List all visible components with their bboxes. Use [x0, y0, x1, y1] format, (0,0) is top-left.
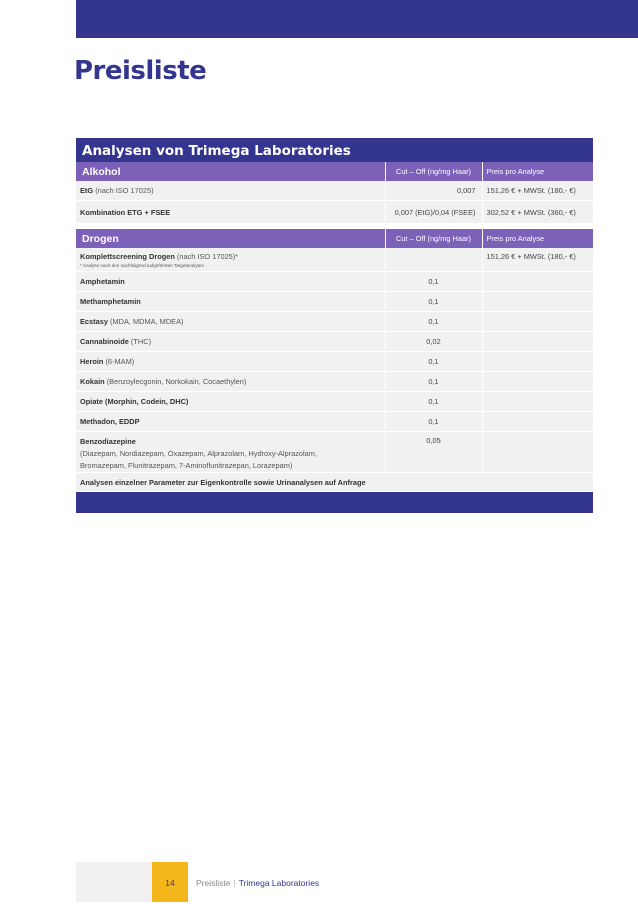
table-row: [76, 272, 593, 292]
footer-separator: |: [233, 878, 236, 888]
price-value-empty: [482, 292, 593, 312]
row-label: Benzodiazepine (Diazepam, Nordiazepam, Oxazepam, Alprazolam, Hydroxy-Alprazolam, Bromazepam, Flunitrazepam, 7-Aminoflunitrazepan, Lorazepam): [76, 432, 385, 473]
price-table: [76, 138, 593, 513]
table-row: [76, 332, 593, 352]
footer-section-label: Preisliste: [196, 878, 231, 888]
table-row: [76, 181, 593, 201]
cutoff-value-empty: [385, 248, 482, 272]
row-label: Methadon, EDDP: [76, 412, 385, 432]
cutoff-value: 0,05: [385, 432, 482, 473]
cutoff-value: 0,1: [385, 352, 482, 372]
screening-row: [76, 248, 593, 272]
benzo-row: [76, 432, 593, 473]
cutoff-value: 0,1: [385, 412, 482, 432]
cutoff-value: 0,007: [385, 181, 482, 201]
price-value: 302,52 € + MWSt. (360,- €): [482, 201, 593, 224]
row-label: Kokain (Benzoylecgonin, Norkokain, Cocaethylen): [76, 372, 385, 392]
table-row: [76, 412, 593, 432]
alkohol-cutoff-header: Cut – Off (ng/mg Haar): [385, 162, 482, 181]
drogen-cutoff-header: Cut – Off (ng/mg Haar): [385, 229, 482, 248]
cutoff-value: 0,1: [385, 272, 482, 292]
price-value-empty: [482, 392, 593, 412]
section-title: Analysen von Trimega Laboratories: [76, 138, 593, 162]
row-label: Amphetamin: [76, 272, 385, 292]
row-label: Methamphetamin: [76, 292, 385, 312]
anfrage-note-row: [76, 473, 593, 492]
footer-label: [196, 862, 319, 902]
table-row: [76, 292, 593, 312]
price-value: 151,26 € + MWSt. (180,- €): [482, 248, 593, 272]
price-value-empty: [482, 312, 593, 332]
row-label: Cannabinoide (THC): [76, 332, 385, 352]
price-value-empty: [482, 432, 593, 473]
alkohol-table: [76, 162, 593, 224]
drogen-header-row: [76, 229, 593, 248]
row-label: Opiate (Morphin, Codein, DHC): [76, 392, 385, 412]
price-value-empty: [482, 272, 593, 292]
cutoff-value: 0,1: [385, 372, 482, 392]
cutoff-value: 0,1: [385, 292, 482, 312]
alkohol-header-row: [76, 162, 593, 181]
cutoff-value: 0,007 (EtG)/0,04 (FSEE): [385, 201, 482, 224]
table-row: [76, 352, 593, 372]
table-row: [76, 312, 593, 332]
page-number: 14: [152, 862, 188, 902]
table-bottom-bar: [76, 492, 593, 513]
page-title: Preisliste: [74, 56, 207, 86]
row-label: Komplettscreening Drogen (nach ISO 17025)* * Analyse nach den nachfolgend aufgeführten Targetanalyten: [76, 248, 385, 272]
top-header-bar: [76, 0, 638, 38]
price-value-empty: [482, 372, 593, 392]
alkohol-price-header: Preis pro Analyse: [482, 162, 593, 181]
drogen-table: [76, 229, 593, 492]
footer-spacer: [76, 862, 152, 902]
cutoff-value: 0,02: [385, 332, 482, 352]
price-value-empty: [482, 352, 593, 372]
row-label: Kombination ETG + FSEE: [76, 201, 385, 224]
cutoff-value: 0,1: [385, 392, 482, 412]
price-value-empty: [482, 332, 593, 352]
row-label: Ecstasy (MDA, MDMA, MDEA): [76, 312, 385, 332]
screening-footnote: * Analyse nach den nachfolgend aufgeführten Targetanalyten: [80, 262, 205, 268]
table-row: [76, 392, 593, 412]
row-label: EtG (nach ISO 17025): [76, 181, 385, 201]
alkohol-label: Alkohol: [76, 162, 385, 181]
table-row: [76, 201, 593, 224]
footer-company: Trimega Laboratories: [238, 878, 320, 888]
drogen-price-header: Preis pro Analyse: [482, 229, 593, 248]
price-value: 151,26 € + MWSt. (180,- €): [482, 181, 593, 201]
price-value-empty: [482, 412, 593, 432]
row-label: Heroin (6-MAM): [76, 352, 385, 372]
table-row: [76, 372, 593, 392]
cutoff-value: 0,1: [385, 312, 482, 332]
anfrage-note: Analysen einzelner Parameter zur Eigenkontrolle sowie Urinanalysen auf Anfrage: [76, 473, 593, 492]
drogen-label: Drogen: [76, 229, 385, 248]
